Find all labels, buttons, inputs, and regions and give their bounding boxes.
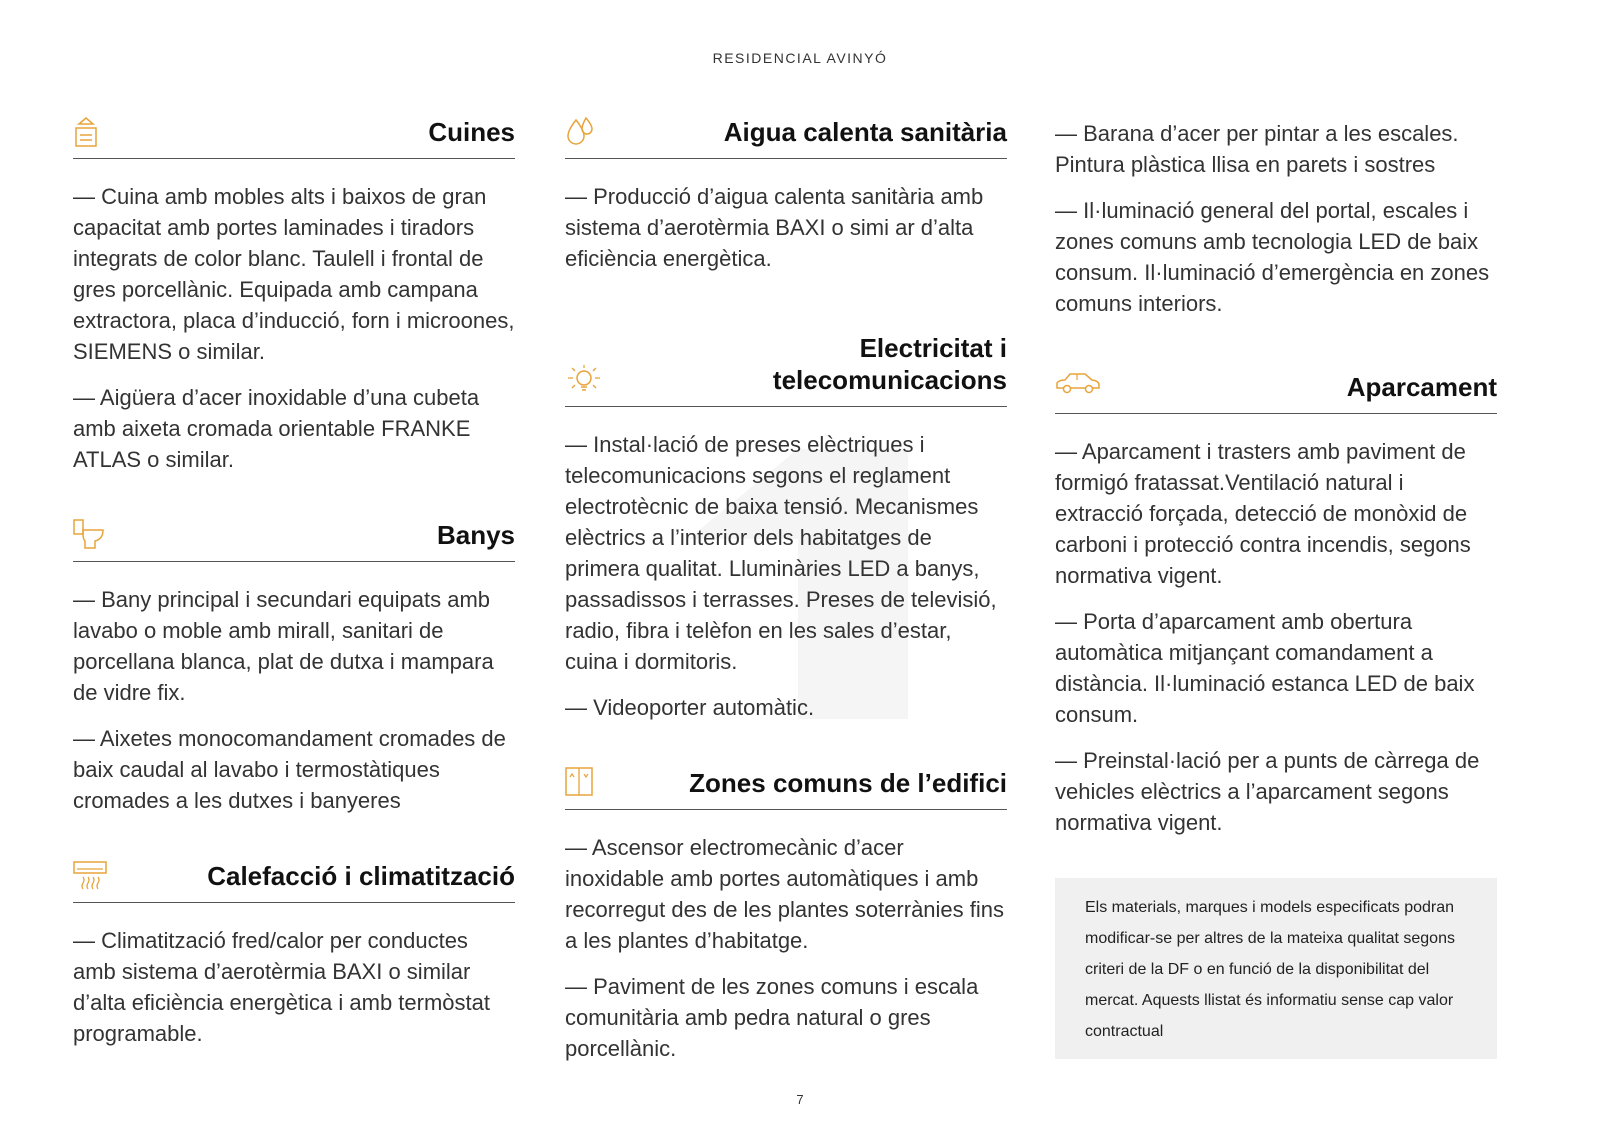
kitchen-hood-icon [73, 116, 107, 146]
disclaimer-note: Els materials, marques i models especificats podran modificar-se per altres de la mateixa qualitat segons criteri de la DF o en funció de la disponibilitat del mercat. Aquests llistat és informatiu sense cap valor contractual [1055, 878, 1497, 1059]
paragraph: — Instal·lació de preses elèctriques i telecomunicacions segons el reglament electrotècnic de baixa tensió. Mecanismes elèctrics a l’interior dels habitatges de primera qualitat. Lluminàries LED a banys, passadissos i terrasses. Preses de televisió, radio, fibra i telèfon en les sales d’estar, cuina i dormitoris. [565, 432, 997, 674]
section-title: Aigua calenta sanitària [723, 117, 1007, 147]
light-bulb-icon [565, 364, 599, 394]
column-left [73, 110, 515, 1087]
section-heading [73, 110, 515, 159]
paragraph: — Preinstal·lació per a punts de càrrega de vehicles elèctrics a l’aparcament segons normativa vigent. [1055, 748, 1480, 835]
paragraph: — Barana d’acer per pintar a les escales. Pintura plàstica llisa en parets i sostres [1055, 121, 1459, 177]
section-aparcament [1055, 365, 1497, 838]
air-conditioner-icon [73, 860, 107, 890]
paragraph: — Aixetes monocomandament cromades de baix caudal al lavabo i termostàtiques cromades a les dutxes i banyeres [73, 726, 506, 813]
section-title: Calefacció i climatització [207, 861, 515, 891]
column-middle [565, 110, 1007, 1102]
section-title: Aparcament [1346, 372, 1497, 402]
section-title: Electricitat i telecomunicacions [772, 333, 1007, 395]
paragraph: — Aparcament i trasters amb paviment de formigó fratassat.Ventilació natural i extracció forçada, detecció de monòxid de carboni i protecció contra incendis, segons normativa vigent. [1055, 439, 1471, 588]
paragraph: — Il·luminació general del portal, escales i zones comuns amb tecnologia LED de baix consum. Il·luminació d’emergència en zones comuns interiors. [1055, 198, 1490, 316]
section-zones [565, 761, 1007, 1064]
section-heading [565, 761, 1007, 810]
paragraph: — Porta d’aparcament amb obertura automàtica mitjançant comandament a distància. Il·luminació estanca LED de baix consum. [1055, 609, 1475, 727]
page-number: 7 [796, 1092, 804, 1107]
car-icon [1055, 371, 1089, 401]
water-drops-icon [565, 116, 599, 146]
page-header: RESIDENCIAL AVINYÓ [712, 50, 888, 66]
section-cuines [73, 110, 515, 475]
paragraph: — Aigüera d’acer inoxidable d’una cubeta amb aixeta cromada orientable FRANKE ATLAS o similar. [73, 385, 480, 472]
section-heading [1055, 365, 1497, 414]
section-title: Banys [436, 520, 515, 550]
paragraph: — Cuina amb mobles alts i baixos de gran capacitat amb portes laminades i tiradors integrats de color blanc. Taulell i frontal de gres porcellànic. Equipada amb campana extractora, placa d’inducció, forn i microones, SIEMENS o similar. [73, 184, 515, 364]
paragraph: — Ascensor electromecànic d’acer inoxidable amb portes automàtiques i amb recorregut des de les plantes soterrànies fins a les plantes d’habitatge. [565, 835, 1005, 953]
section-heading [73, 854, 515, 903]
paragraph: — Bany principal i secundari equipats amb lavabo o moble amb mirall, sanitari de porcellana blanca, plat de dutxa i mampara de vidre fix. [73, 587, 494, 705]
paragraph: — Paviment de les zones comuns i escala comunitària amb pedra natural o gres porcellànic. [565, 974, 979, 1061]
section-heading [565, 110, 1007, 159]
section-banys [73, 513, 515, 816]
section-title: Zones comuns de l’edifici [689, 768, 1007, 798]
section-heading [73, 513, 515, 562]
paragraph: — Producció d’aigua calenta sanitària amb sistema d’aerotèrmia BAXI o simi ar d’alta eficiència energètica. [565, 184, 984, 271]
section-calefaccio [73, 854, 515, 1049]
paragraph: — Videoporter automàtic. [565, 695, 815, 720]
section-zones-continued [1055, 118, 1497, 319]
elevator-icon [565, 767, 599, 797]
paragraph: — Climatització fred/calor per conductes amb sistema d’aerotèrmia BAXI o similar d’alta eficiència energètica i amb termòstat programable. [73, 928, 490, 1046]
column-right [1055, 110, 1497, 1059]
section-heading [565, 332, 1007, 407]
section-title: Cuines [428, 117, 515, 147]
section-aigua [565, 110, 1007, 274]
toilet-icon [73, 519, 107, 549]
section-electricitat [565, 332, 1007, 723]
